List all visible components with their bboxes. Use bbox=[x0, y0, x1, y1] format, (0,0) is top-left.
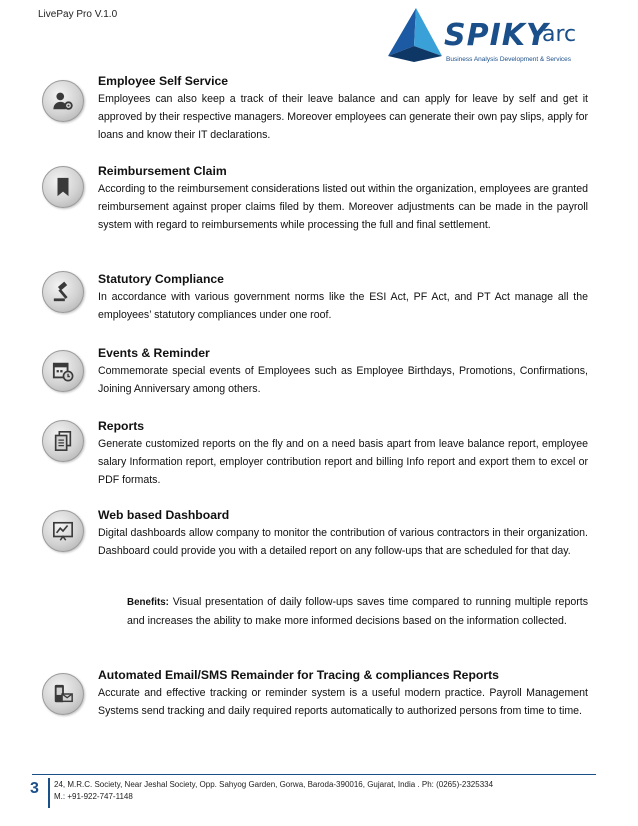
documents-icon bbox=[42, 420, 84, 462]
section-statutory-compliance bbox=[98, 271, 588, 324]
document-header-title: LivePay Pro V.1.0 bbox=[38, 9, 118, 20]
section-title: Statutory Compliance bbox=[98, 272, 224, 286]
logo-brand-text: SPIKY bbox=[444, 18, 549, 53]
gavel-icon bbox=[42, 271, 84, 313]
page-number-separator bbox=[48, 778, 50, 808]
section-title: Employee Self Service bbox=[98, 74, 229, 88]
section-body: Commemorate special events of Employees such as Employee Birthdays, Promotions, Confirmations, Joining Anniversary among others. bbox=[98, 365, 588, 396]
calendar-clock-icon bbox=[42, 350, 84, 392]
bookmark-icon bbox=[42, 166, 84, 208]
section-body: According to the reimbursement considerations listed out within the organization, employees are granted reimbursement against proper claims filed by them. Moreover adjustments can be made in the payroll system with regard to reimbursements while processing the full and final settlement. bbox=[98, 183, 588, 232]
document-footer bbox=[0, 774, 638, 814]
footer-address: 24, M.R.C. Society, Near Jeshal Society, Opp. Sahyog Garden, Gorwa, Baroda-390016, Gujarat, India . Ph: (0265)-2325334 bbox=[54, 780, 494, 789]
section-title: Web based Dashboard bbox=[98, 508, 230, 522]
section-title: Automated Email/SMS Remainder for Tracing & compliances Reports bbox=[98, 668, 499, 682]
section-title: Reimbursement Claim bbox=[98, 164, 227, 178]
logo-tagline: Business Analysis Development & Services bbox=[446, 56, 572, 63]
section-body: In accordance with various government norms like the ESI Act, PF Act, and PT Act manage all the employees’ statutory compliances under one roof. bbox=[98, 291, 588, 322]
page-number: 3 bbox=[30, 780, 39, 797]
logo-suffix-text: arc bbox=[542, 22, 577, 47]
section-body: Accurate and effective tracking or reminder system is a useful modern practice. Payroll Management Systems send tracking and daily required reports automatically to authorized persons from time to time. bbox=[98, 687, 588, 718]
dashboard-chart-icon bbox=[42, 510, 84, 552]
user-gear-icon bbox=[42, 80, 84, 122]
section-events-reminder bbox=[98, 345, 588, 398]
benefits-label: Benefits: bbox=[127, 597, 169, 608]
mobile-mail-icon bbox=[42, 673, 84, 715]
logo-pyramid-icon bbox=[384, 6, 446, 64]
benefits-paragraph bbox=[127, 593, 588, 630]
section-web-based-dashboard bbox=[98, 507, 588, 560]
benefits-text: Visual presentation of daily follow-ups saves time compared to running multiple reports and increases the ability to make more informed decisions based on the information collected. bbox=[127, 596, 588, 628]
section-title: Reports bbox=[98, 419, 145, 433]
section-automated-email-sms bbox=[98, 667, 588, 720]
section-reimbursement-claim bbox=[98, 163, 588, 235]
footer-divider bbox=[32, 774, 596, 775]
section-body: Generate customized reports on the fly and on a need basis apart from leave balance report, employee salary Information report, employer contribution report and billing Info report and export them to excel or PDF formats. bbox=[98, 438, 588, 487]
company-logo bbox=[384, 6, 594, 68]
section-body: Employees can also keep a track of their leave balance and can apply for leave by self and get it approved by their respective managers. Moreover employees can generate their own pay slips, apply for loans and know their IT declarations. bbox=[98, 93, 588, 142]
section-body: Digital dashboards allow company to monitor the contribution of various contractors in their organization. Dashboard could provide you with a detailed report on any follow-ups that are scheduled for that day. bbox=[98, 527, 588, 558]
section-reports bbox=[98, 418, 588, 490]
footer-mobile: M.: +91-922-747-1148 bbox=[54, 792, 133, 801]
section-title: Events & Reminder bbox=[98, 346, 210, 360]
section-employee-self-service bbox=[98, 73, 588, 145]
